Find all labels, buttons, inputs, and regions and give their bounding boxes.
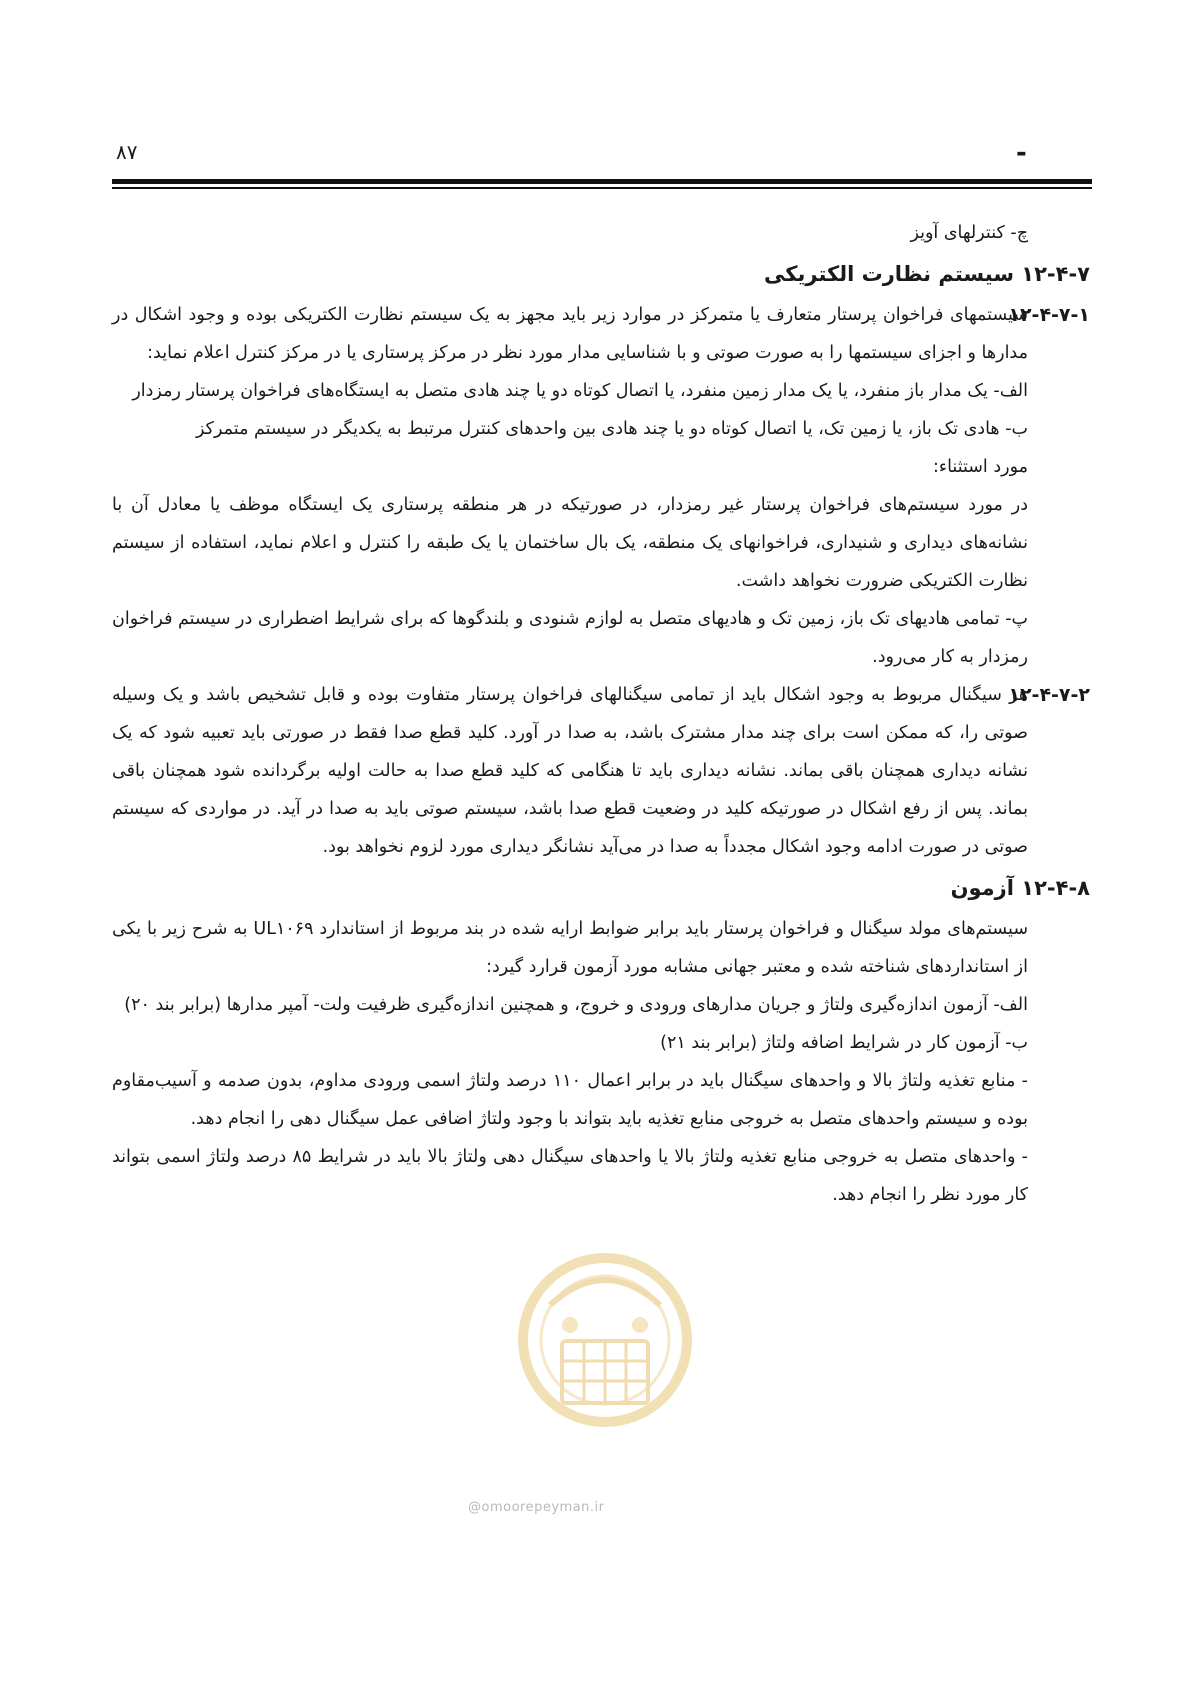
header-rule-thin [112,187,1092,189]
exception-label: مورد استثناء: [932,457,1028,477]
clause-7-1-alef: الف- یک مدار باز منفرد، یا یک مدار زمین منفرد، یا اتصال کوتاه دو یا چند هادی متصل به ایستگاه‌های فراخوان پرستار رمزدار [132,381,1028,401]
clause-7-2-text: هر سیگنال مربوط به وجود اشکال باید از تمامی سیگنالهای فراخوان پرستار متفاوت بوده و قابل تشخیص باشد و یک وسیله صوتی را، که ممکن است برای چند مدار مشترک باشد، به صدا در آورد. کلید قطع صدا فقط در صورتی باید تعبیه شود که یک نشانه دیداری همچنان باقی بماند. نشانه دیداری باید تا هنگامی که کلید قطع صدا به حالت اولیه برگردانده شود همچنان باقی بماند. پس از رفع اشکال در صورتیکه کلید در وضعیت قطع صدا باشد، سیستم صوتی باید به صدا در آید. در مواردی که سیستم صوتی در صورت ادامه وجود اشکال مجدداً به صدا در می‌آید نشانگر دیداری مورد لزوم نخواهد بود. [112,685,1028,857]
page-number: ۸۷ [116,140,138,164]
document-body [112,214,1090,1214]
clause-7-1-number: ۱۲-۴-۷-۱ [1008,304,1090,326]
section-7-heading: ۱۲-۴-۷ سیستم نظارت الکتریکی [764,262,1090,286]
section-8-heading: ۱۲-۴-۸ آزمون [950,876,1090,900]
clause-7-1 [112,296,1090,676]
clause-7-1-text: سیستمهای فراخوان پرستار متعارف یا متمرکز در موارد زیر باید مجهز به یک سیستم نظارت الکتریکی بوده و وجود اشکال در مدارها و اجزای سیستمها را به صورت صوتی و با شناسایی مدار مورد نظر در مرکز پرستاری یا در مرکز کنترل اعلام نماید: [112,305,1028,363]
item-che: چ- کنترلهای آویز [910,223,1028,243]
section-8-body [112,910,1090,1214]
section-8-alef: الف- آزمون اندازه‌گیری ولتاژ و جریان مدارهای ورودی و خروج، و همچنین اندازه‌گیری ظرفیت ولت- آمپر مدارها (برابر بند ۲۰) [124,995,1028,1015]
header-dash: - [1016,138,1027,168]
clause-7-1-be: ب- هادی تک باز، یا زمین تک، یا اتصال کوتاه دو یا چند هادی بین واحدهای کنترل مرتبط به یکدیگر در سیستم متمرکز [196,419,1028,439]
watermark-text: @omoorepeyman.ir [468,1500,605,1515]
section-8-dash-1: - منابع تغذیه ولتاژ بالا و واحدهای سیگنال باید در برابر اعمال ۱۱۰ درصد ولتاژ اسمی ورودی مداوم، بدون صدمه و آسیب‌مقاوم بوده و سیستم واحدهای متصل به خروجی منابع تغذیه باید بتواند با وجود ولتاژ اضافی عمل سیگنال دهی را انجام دهد. [112,1071,1028,1129]
section-8-be: ب- آزمون کار در شرایط اضافه ولتاژ (برابر بند ۲۱) [660,1033,1028,1053]
section-8-dash-2: - واحدهای متصل به خروجی منابع تغذیه ولتاژ بالا یا واحدهای سیگنال دهی ولتاژ بالا باید در شرایط ۸۵ درصد ولتاژ اسمی بتواند کار مورد نظر را انجام دهد. [112,1147,1028,1205]
exception-text: در مورد سیستم‌های فراخوان پرستار غیر رمزدار، در صورتیکه در هر منطقه پرستاری یک ایستگاه موظف یا معادل آن با نشانه‌های دیداری و شنیداری، فراخوانهای یک منطقه، یک بال ساختمان یا یک طبقه را کنترل و اعلام نماید، استفاده از سیستم نظارت الکتریکی ضرورت نخواهد داشت. [112,495,1028,591]
clause-7-2 [112,676,1090,866]
watermark-seal-icon [510,1245,700,1475]
clause-7-2-number: ۱۲-۴-۷-۲ [1008,684,1090,706]
header-rule-thick [112,179,1092,184]
section-8-intro: سیستم‌های مولد سیگنال و فراخوان پرستار باید برابر ضوابط ارایه شده در بند مربوط از استاندارد UL۱۰۶۹ به شرح زیر با یکی از استانداردهای شناخته شده و معتبر جهانی مشابه مورد آزمون قرارد گیرد: [112,919,1028,977]
clause-7-1-pe: پ- تمامی هادیهای تک باز، زمین تک و هادیهای متصل به لوازم شنودی و بلندگوها که برای شرایط اضطراری در سیستم فراخوان رمزدار به کار می‌رود. [111,609,1028,667]
